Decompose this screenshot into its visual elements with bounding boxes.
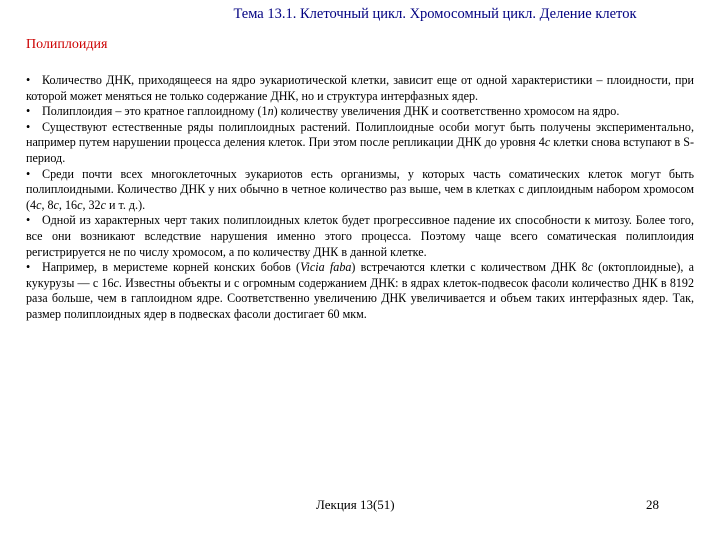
paragraph-text: Количество ДНК, приходящееся на ядро эукариотической клетки, зависит еще от одной характеристики – плоидности, при которой может меняться не только содержание ДНК, но и структура интерфазных ядер. xyxy=(26,73,694,103)
paragraph-text: , 8 xyxy=(41,197,54,212)
paragraph-text: Полиплоидия – это кратное гаплоидному (1 xyxy=(42,104,268,119)
paragraph-text: клетки снова вступают в S-период. xyxy=(26,135,694,165)
footer-lecture-label: Лекция 13(51) xyxy=(316,497,395,512)
paragraph-text: ) количеству увеличения ДНК и соответственно хромосом на ядро. xyxy=(273,104,620,119)
bullet-marker: • xyxy=(26,213,31,228)
italic-term: n xyxy=(267,104,274,119)
paragraph-text: (октоплоидные), а кукурузы — с 16 xyxy=(26,260,694,290)
italic-term: с xyxy=(544,135,551,150)
italic-term: с xyxy=(587,260,593,275)
paragraph-text: ) встречаются клетки с количеством ДНК 8 xyxy=(351,260,588,275)
italic-term: с xyxy=(100,197,106,212)
bullet-marker: • xyxy=(26,119,31,134)
paragraph-text: и т. д.). xyxy=(105,197,146,212)
paragraph-natural-series xyxy=(26,120,694,167)
bullet-marker: • xyxy=(26,73,31,87)
paragraph-polyploidy-definition xyxy=(26,104,694,120)
italic-term: с xyxy=(77,197,83,212)
paragraph-text: , 16 xyxy=(58,197,78,212)
paragraph-text: . Известны объекты и с огромным содержанием ДНК: в ядрах клеток-подвесок фасоли количество ДНК в 8192 раза больше, чем в гаплоидном ядре. Соответственно увеличению ДНК увеличивается и объем таких интерфазных ядер. Так, размер полиплоидных ядер в подвесках фасоли достигает 60 мкм. xyxy=(26,275,695,321)
slide-content xyxy=(26,73,694,323)
paragraph-examples xyxy=(26,260,694,322)
italic-term: Vicia faba xyxy=(300,260,352,275)
paragraph-text: , 32 xyxy=(82,197,101,212)
paragraph-text: Среди почти всех многоклеточных эукариотов есть организмы, у которых часть соматических клеток могут быть полиплоидными. Количество ДНК у них обычно в четное количество раз выше, чем в клетках с диплоидным набором хромосом (4 xyxy=(26,166,694,212)
italic-term: с xyxy=(36,197,42,212)
bullet-marker: • xyxy=(26,166,31,181)
paragraph-text: Существуют естественные ряды полиплоидных растений. Полиплоидные особи могут быть получены экспериментально, например путем нарушении процесса деления клеток. При этом после репликации ДНК до уровня 4 xyxy=(26,119,694,150)
paragraph-mitosis-decline xyxy=(26,213,694,260)
paragraph-text: Например, в меристеме корней конских бобов ( xyxy=(42,260,301,275)
italic-term: с xyxy=(113,275,119,290)
paragraph-somatic-polyploidy xyxy=(26,167,694,214)
bullet-marker: • xyxy=(26,104,31,119)
page-number: 28 xyxy=(646,497,659,512)
paragraph-dna-ploidy xyxy=(26,73,694,104)
bullet-marker: • xyxy=(26,260,31,275)
paragraph-text: Одной из характерных черт таких полиплоидных клеток будет прогрессивное падение их способности к митозу. Более того, все они возникают вследствие нарушения именно этого процесса. Поэтому чаще всего соматическая полиплоидия регистрируется не по числу хромосом, а по количеству ДНК в данной клетке. xyxy=(26,213,694,259)
italic-term: с xyxy=(53,197,59,212)
slide-header-title: Тема 13.1. Клеточный цикл. Хромосомный цикл. Деление клеток xyxy=(233,6,637,22)
section-title: Полиплоидия xyxy=(26,37,108,52)
